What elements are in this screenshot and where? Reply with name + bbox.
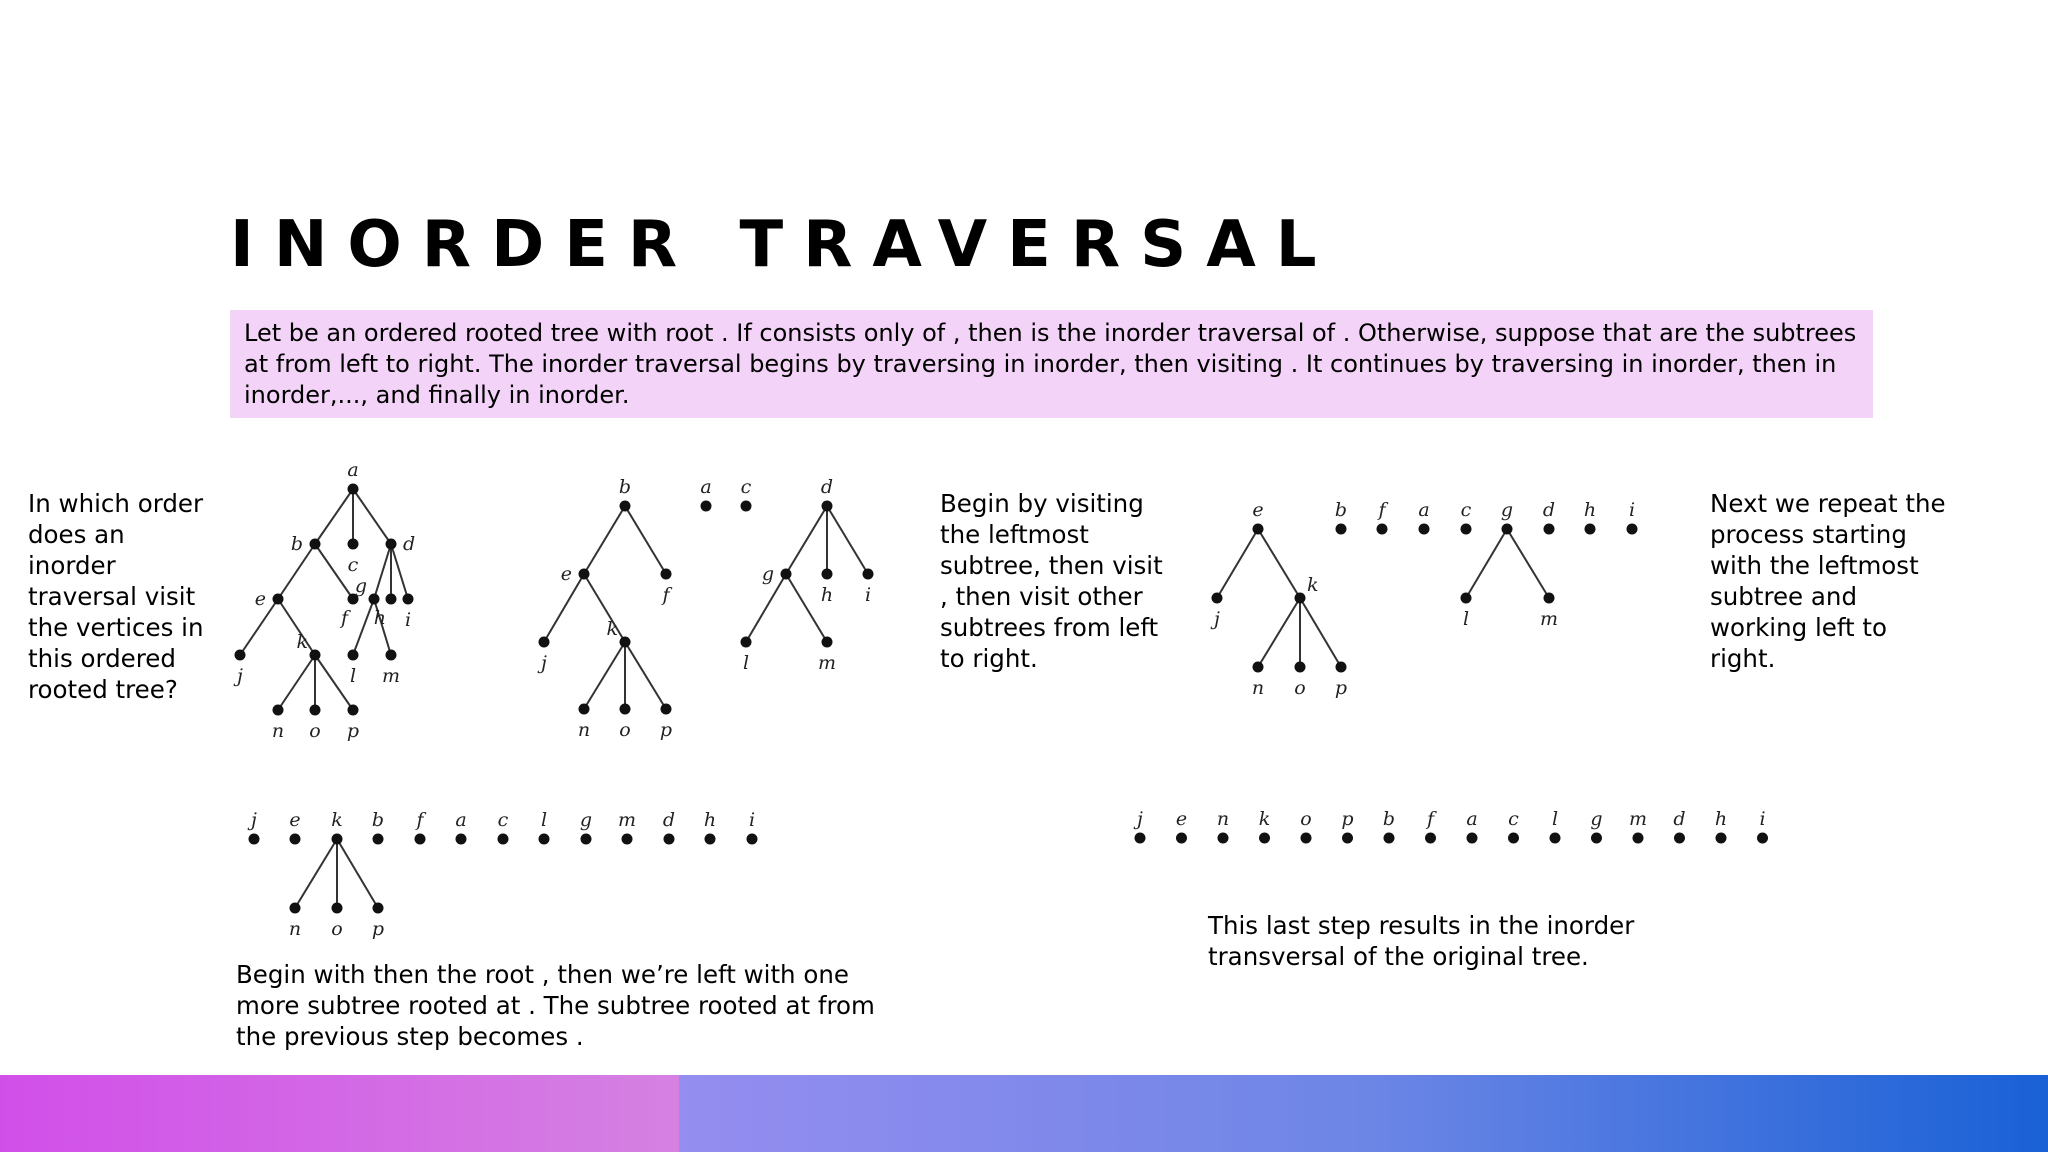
step1-label-k: k bbox=[606, 618, 618, 640]
step1-label-e: e bbox=[560, 563, 572, 585]
tree0-edge-a-d bbox=[353, 489, 391, 544]
step2-node-a bbox=[1419, 524, 1430, 535]
step3-subtrees-diagram bbox=[247, 809, 757, 940]
final-node-j bbox=[1135, 833, 1146, 844]
final-label-c: c bbox=[1508, 808, 1519, 830]
tree0-label-o: o bbox=[309, 720, 321, 742]
tree0-label-a: a bbox=[347, 459, 359, 481]
tree0-node-m bbox=[386, 650, 397, 661]
final-node-h bbox=[1716, 833, 1727, 844]
tree0-edge-k-p bbox=[315, 655, 353, 710]
tree0-node-k bbox=[310, 650, 321, 661]
step2-node-b bbox=[1336, 524, 1347, 535]
step1-label-i: i bbox=[864, 584, 872, 606]
step1-node-l bbox=[741, 637, 752, 648]
tree0-edge-g-l bbox=[353, 599, 374, 655]
step2-node-e bbox=[1253, 524, 1264, 535]
step2-label-m: m bbox=[1539, 608, 1559, 630]
step3-node-d bbox=[664, 834, 675, 845]
step2-label-l: l bbox=[1462, 608, 1470, 630]
tree0-node-l bbox=[348, 650, 359, 661]
step3-label-n: n bbox=[288, 918, 302, 940]
final-label-l: l bbox=[1551, 808, 1559, 830]
final-node-c bbox=[1508, 833, 1519, 844]
step2-edge-e-j bbox=[1217, 529, 1258, 598]
final-node-a bbox=[1467, 833, 1478, 844]
step1-edge-d-g bbox=[786, 506, 827, 574]
step1-node-d bbox=[822, 501, 833, 512]
step2-node-l bbox=[1461, 593, 1472, 604]
step1-node-a bbox=[701, 501, 712, 512]
step1-label-n: n bbox=[577, 719, 591, 741]
step2-label-c: c bbox=[1460, 499, 1472, 521]
step3-label-d: d bbox=[662, 809, 676, 831]
final-label-j: j bbox=[1137, 808, 1143, 830]
step3-node-g bbox=[581, 834, 592, 845]
tree0-label-b: b bbox=[290, 533, 303, 555]
tree0-label-c: c bbox=[347, 554, 359, 576]
tree0-edge-k-n bbox=[278, 655, 315, 710]
final-label-d: d bbox=[1673, 808, 1686, 830]
step2-node-c bbox=[1461, 524, 1472, 535]
final-label-k: k bbox=[1258, 808, 1271, 830]
final-label-f: f bbox=[1426, 808, 1435, 830]
step3-node-m bbox=[622, 834, 633, 845]
step3-node-e bbox=[290, 834, 301, 845]
step2-label-f: f bbox=[1378, 499, 1386, 521]
tree0-label-k: k bbox=[296, 631, 308, 653]
step1-node-f bbox=[661, 569, 672, 580]
step1-node-i bbox=[863, 569, 874, 580]
step2-label-h: h bbox=[1583, 499, 1597, 521]
step3-label-b: b bbox=[371, 809, 385, 831]
final-label-a: a bbox=[1466, 808, 1478, 830]
step1-edge-k-n bbox=[584, 642, 625, 709]
step2-label-b: b bbox=[1334, 499, 1348, 521]
step1-node-n bbox=[579, 704, 590, 715]
step3-node-a bbox=[456, 834, 467, 845]
tree0-node-b bbox=[310, 539, 321, 550]
step2-node-g bbox=[1502, 524, 1513, 535]
step2-label-o: o bbox=[1294, 677, 1306, 699]
final-inorder-diagram bbox=[1133, 808, 1768, 844]
step3-label-g: g bbox=[579, 809, 593, 831]
step1-node-g bbox=[781, 569, 792, 580]
step3-caption: Begin with then the root , then we’re left with one more subtree rooted at . The subtree rooted at from the previous step becomes . bbox=[236, 960, 875, 1051]
tree0-edge-d-g bbox=[374, 544, 391, 599]
tree0-label-p: p bbox=[346, 720, 360, 742]
step3-node-h bbox=[705, 834, 716, 845]
step2-node-j bbox=[1212, 593, 1223, 604]
step3-edge-k-n bbox=[295, 839, 337, 908]
step3-node-j bbox=[249, 834, 260, 845]
step3-label-i: i bbox=[748, 809, 756, 831]
original-tree-diagram bbox=[233, 459, 415, 742]
step1-edge-d-i bbox=[827, 506, 868, 574]
step3-node-f bbox=[415, 834, 426, 845]
tree0-label-n: n bbox=[271, 720, 285, 742]
step1-node-o bbox=[620, 704, 631, 715]
step2-node-p bbox=[1336, 662, 1347, 673]
step3-label-j: j bbox=[251, 809, 257, 831]
final-node-l bbox=[1550, 833, 1561, 844]
footer-bar-left bbox=[0, 1075, 679, 1152]
step2-node-d bbox=[1544, 524, 1555, 535]
page-title: INORDER TRAVERSAL bbox=[230, 208, 1337, 282]
step2-label-d: d bbox=[1542, 499, 1556, 521]
step3-label-c: c bbox=[497, 809, 509, 831]
final-node-p bbox=[1342, 833, 1353, 844]
step2-node-o bbox=[1295, 662, 1306, 673]
step2-caption: Next we repeat the process starting with the leftmost subtree and working left to right. bbox=[1710, 489, 1946, 673]
final-label-e: e bbox=[1175, 808, 1188, 830]
step3-node-p bbox=[373, 903, 384, 914]
tree0-label-i: i bbox=[404, 609, 412, 631]
step2-edge-k-p bbox=[1300, 598, 1341, 667]
step2-subtrees-diagram bbox=[1210, 499, 1637, 699]
final-node-b bbox=[1384, 833, 1395, 844]
step3-node-l bbox=[539, 834, 550, 845]
step2-label-e: e bbox=[1252, 499, 1264, 521]
final-node-o bbox=[1301, 833, 1312, 844]
step3-label-e: e bbox=[289, 809, 301, 831]
tree0-node-d bbox=[386, 539, 397, 550]
step1-edge-k-p bbox=[625, 642, 666, 709]
step2-node-f bbox=[1377, 524, 1388, 535]
step1-label-c: c bbox=[740, 476, 752, 498]
step3-label-k: k bbox=[331, 809, 343, 831]
tree0-node-i bbox=[403, 594, 414, 605]
final-label-i: i bbox=[1759, 808, 1766, 830]
step3-node-i bbox=[747, 834, 758, 845]
tree0-node-p bbox=[348, 705, 359, 716]
step2-edge-k-n bbox=[1258, 598, 1300, 667]
step1-edge-b-e bbox=[584, 506, 625, 574]
final-label-b: b bbox=[1382, 808, 1396, 830]
tree0-label-l: l bbox=[349, 665, 357, 687]
step1-edge-b-f bbox=[625, 506, 666, 574]
step1-label-o: o bbox=[619, 719, 631, 741]
step3-node-b bbox=[373, 834, 384, 845]
step3-edge-k-p bbox=[337, 839, 378, 908]
step2-label-p: p bbox=[1334, 677, 1348, 699]
tree0-node-j bbox=[235, 650, 246, 661]
tree0-node-n bbox=[273, 705, 284, 716]
step1-node-k bbox=[620, 637, 631, 648]
step1-label-h: h bbox=[820, 584, 834, 606]
step1-node-b bbox=[620, 501, 631, 512]
step2-edge-g-m bbox=[1507, 529, 1549, 598]
step1-node-h bbox=[822, 569, 833, 580]
tree0-label-g: g bbox=[354, 575, 367, 597]
step2-edge-g-l bbox=[1466, 529, 1507, 598]
step1-node-c bbox=[741, 501, 752, 512]
final-node-d bbox=[1674, 833, 1685, 844]
final-node-f bbox=[1425, 833, 1436, 844]
step1-label-a: a bbox=[700, 476, 712, 498]
step1-label-j: j bbox=[541, 652, 547, 674]
tree0-label-m: m bbox=[381, 665, 401, 687]
step2-label-i: i bbox=[1628, 499, 1636, 521]
step1-node-e bbox=[579, 569, 590, 580]
footer-bar-right bbox=[679, 1075, 2048, 1152]
step2-label-j: j bbox=[1214, 608, 1220, 630]
step1-edge-e-k bbox=[584, 574, 625, 642]
tree0-node-o bbox=[310, 705, 321, 716]
step2-edge-e-k bbox=[1258, 529, 1300, 598]
step2-node-n bbox=[1253, 662, 1264, 673]
step1-label-p: p bbox=[659, 719, 673, 741]
step1-label-f: f bbox=[662, 584, 670, 606]
step2-label-n: n bbox=[1251, 677, 1265, 699]
step2-node-i bbox=[1627, 524, 1638, 535]
step1-node-m bbox=[822, 637, 833, 648]
step3-node-n bbox=[290, 903, 301, 914]
final-label-n: n bbox=[1216, 808, 1230, 830]
step2-node-m bbox=[1544, 593, 1555, 604]
tree0-label-f: f bbox=[340, 607, 348, 629]
step3-label-f: f bbox=[416, 809, 424, 831]
definition-box: Let be an ordered rooted tree with root . If consists only of , then is the inorder traversal of . Otherwise, suppose that are the subtrees at from left to right. The inorder traversal begins by traversing in inorder, then visiting . It continues by traversing in inorder, then in inorder,..., and finally in inorder. bbox=[230, 310, 1873, 418]
final-node-g bbox=[1591, 833, 1602, 844]
step2-node-k bbox=[1295, 593, 1306, 604]
step3-label-h: h bbox=[703, 809, 717, 831]
final-node-e bbox=[1176, 833, 1187, 844]
step2-label-k: k bbox=[1307, 574, 1319, 596]
step2-label-g: g bbox=[1500, 499, 1514, 521]
tree0-node-h bbox=[386, 594, 397, 605]
step2-label-a: a bbox=[1418, 499, 1430, 521]
tree0-label-d: d bbox=[403, 533, 416, 555]
final-node-i bbox=[1757, 833, 1768, 844]
final-label-h: h bbox=[1714, 808, 1728, 830]
tree0-node-a bbox=[348, 484, 359, 495]
tree0-label-j: j bbox=[237, 665, 243, 687]
final-label-m: m bbox=[1628, 808, 1648, 830]
step3-label-a: a bbox=[455, 809, 467, 831]
final-node-k bbox=[1259, 833, 1270, 844]
step3-label-o: o bbox=[331, 918, 343, 940]
step1-caption: Begin by visiting the leftmost subtree, then visit , then visit other subtrees from left to right. bbox=[940, 489, 1163, 673]
step3-label-p: p bbox=[371, 918, 385, 940]
step3-node-c bbox=[498, 834, 509, 845]
step1-label-g: g bbox=[761, 563, 774, 585]
step3-label-l: l bbox=[540, 809, 548, 831]
step1-label-d: d bbox=[820, 476, 834, 498]
step3-node-k bbox=[332, 834, 343, 845]
step1-label-b: b bbox=[618, 476, 632, 498]
tree0-label-h: h bbox=[373, 607, 386, 629]
final-label-o: o bbox=[1300, 808, 1312, 830]
tree0-node-g bbox=[369, 594, 380, 605]
tree0-node-e bbox=[273, 594, 284, 605]
tree0-label-e: e bbox=[254, 588, 266, 610]
step1-node-p bbox=[661, 704, 672, 715]
step1-subtrees-diagram bbox=[537, 476, 873, 741]
step1-node-j bbox=[539, 637, 550, 648]
tree0-node-c bbox=[348, 539, 359, 550]
final-node-n bbox=[1218, 833, 1229, 844]
final-label-p: p bbox=[1341, 808, 1354, 830]
step3-node-o bbox=[332, 903, 343, 914]
step3-label-m: m bbox=[617, 809, 637, 831]
step2-node-h bbox=[1585, 524, 1596, 535]
final-node-m bbox=[1633, 833, 1644, 844]
step1-label-l: l bbox=[742, 652, 750, 674]
tree0-edge-a-b bbox=[315, 489, 353, 544]
question-text: In which order does an inorder traversal visit the vertices in this ordered rooted tree? bbox=[28, 489, 204, 704]
final-label-g: g bbox=[1590, 808, 1603, 830]
step1-label-m: m bbox=[817, 652, 837, 674]
final-caption: This last step results in the inorder transversal of the original tree. bbox=[1208, 911, 1635, 971]
